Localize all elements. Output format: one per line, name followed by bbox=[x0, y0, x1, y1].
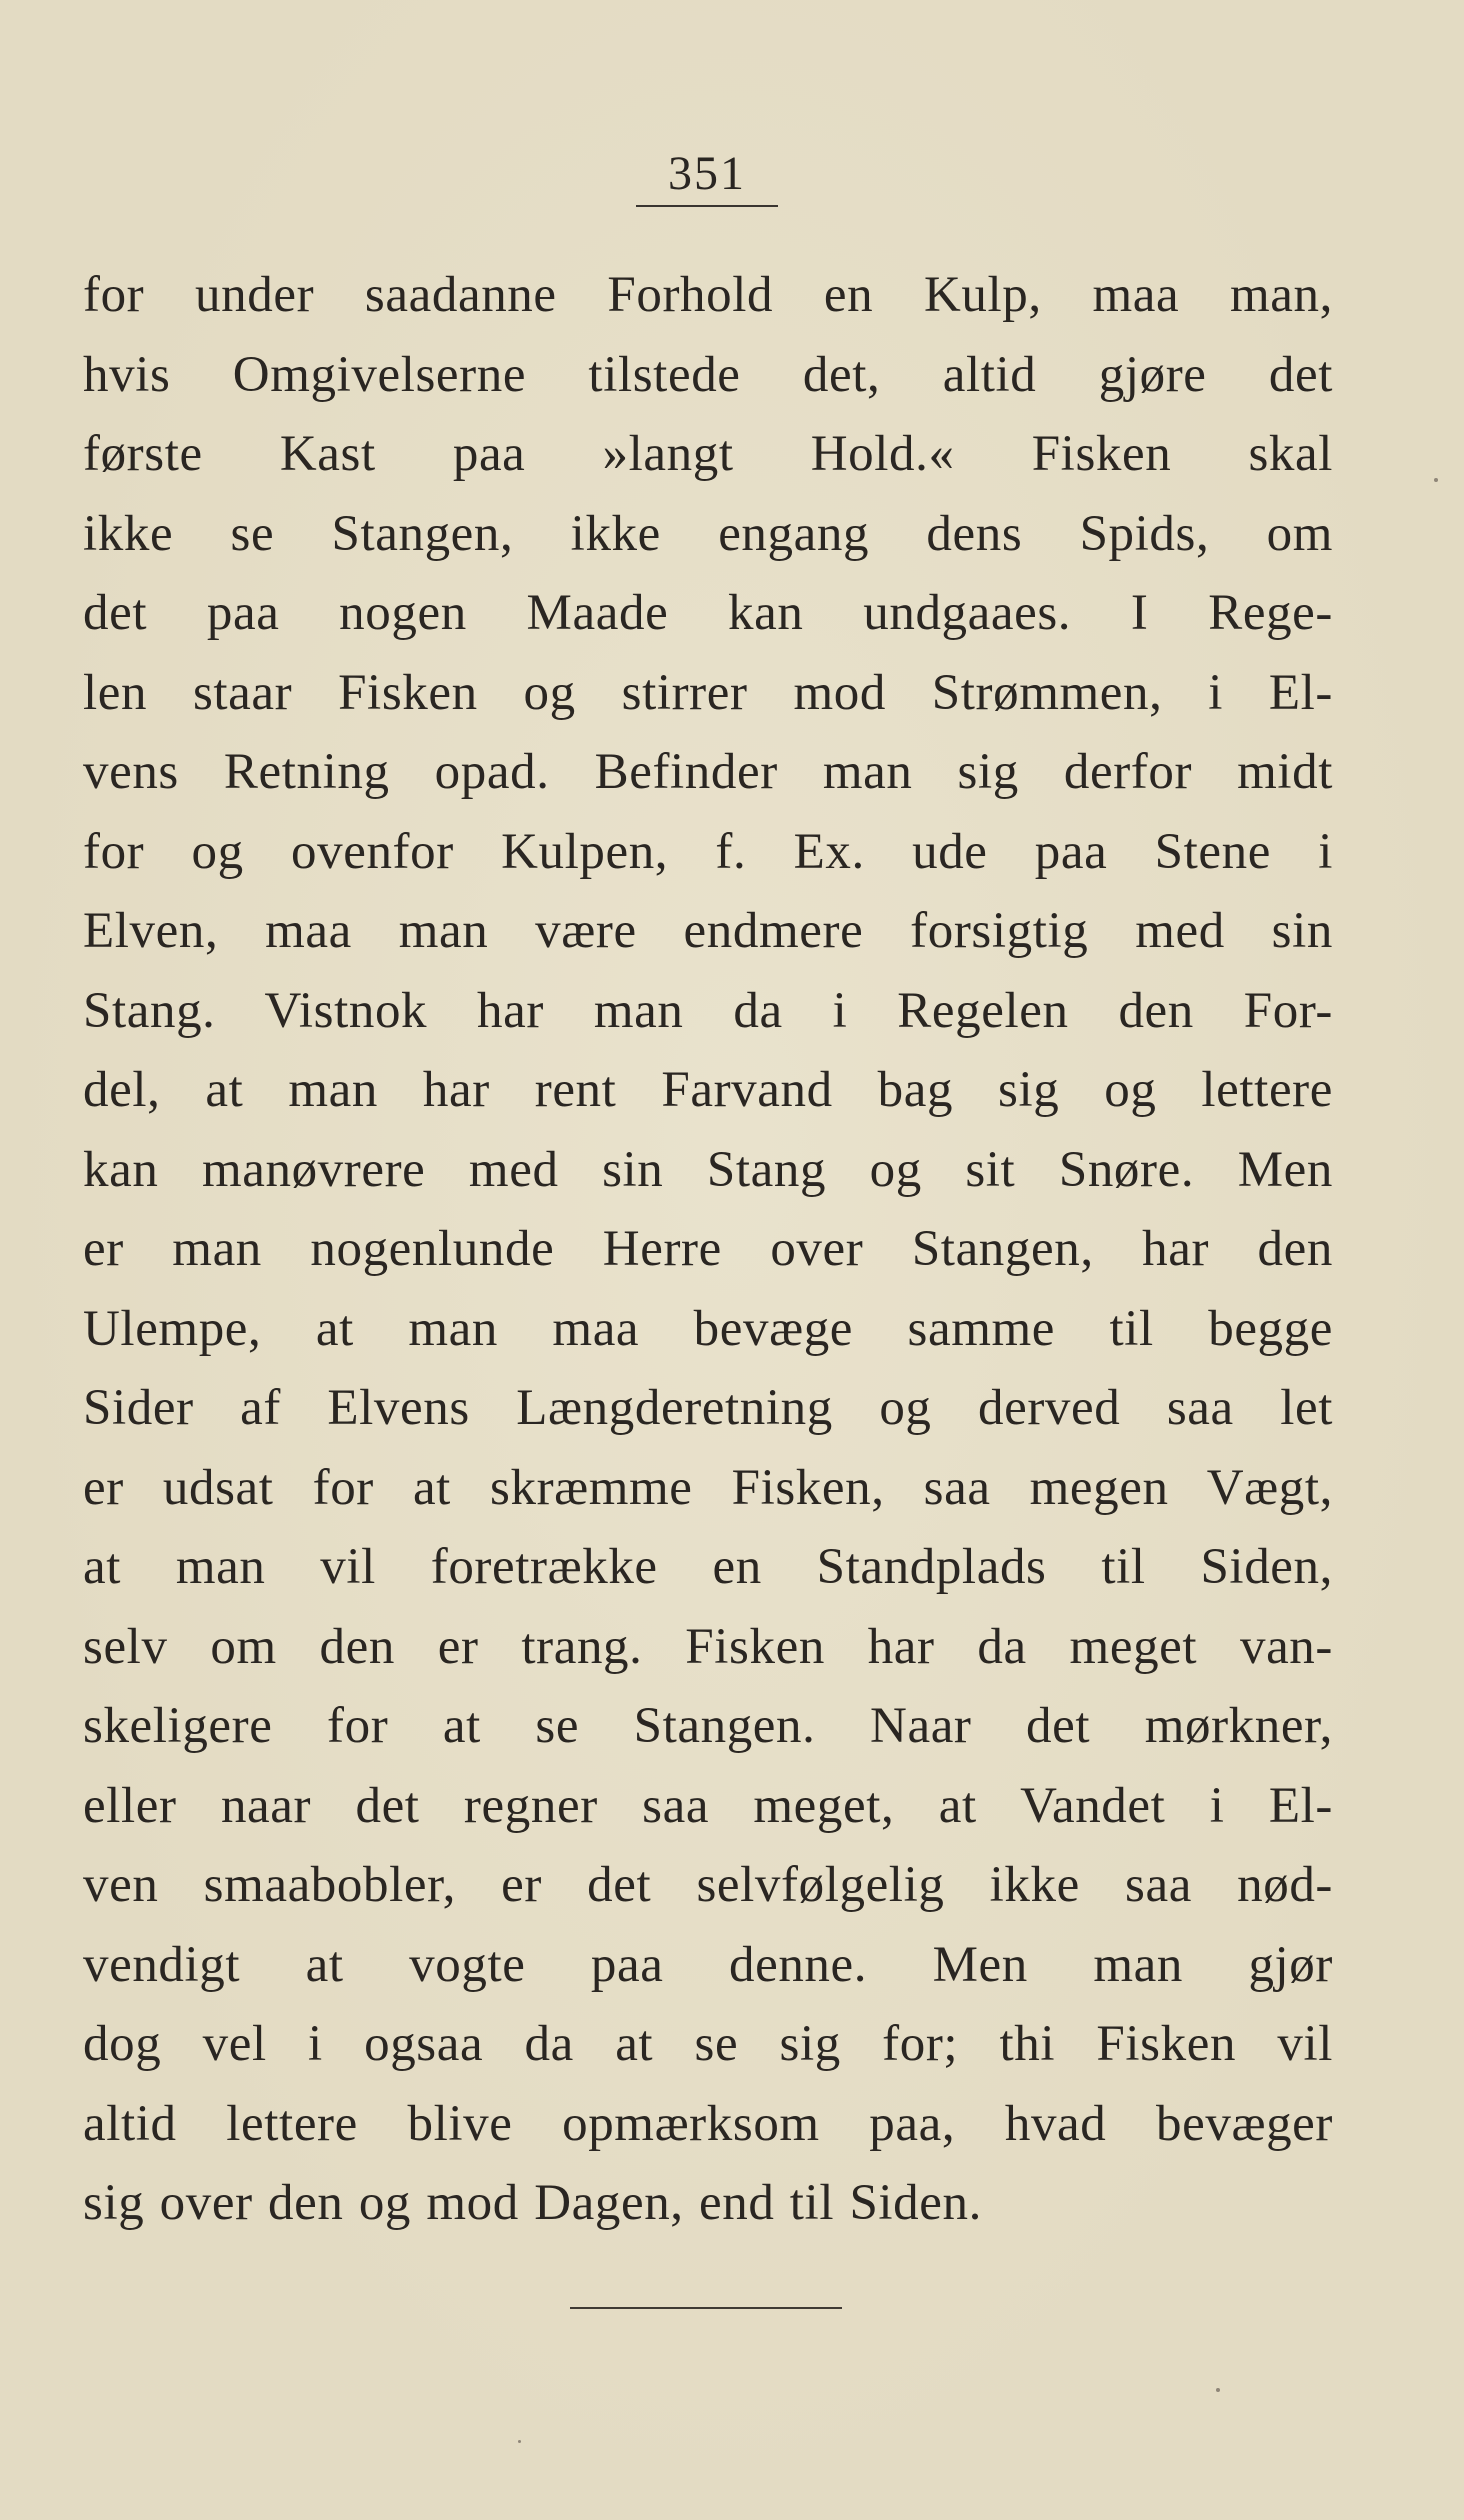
text-line: dog vel i ogsaa da at se sig for; thi Fisken vil bbox=[83, 2016, 1333, 2072]
text-line: Sider af Elvens Længderetning og derved saa let bbox=[83, 1380, 1333, 1436]
text-line: første Kast paa »langt Hold.« Fisken skal bbox=[83, 426, 1333, 482]
text-line: altid lettere blive opmærksom paa, hvad bevæger bbox=[83, 2095, 1333, 2152]
text-line-last: sig over den og mod Dagen, end til Siden. bbox=[83, 2175, 982, 2231]
text-line: vendigt at vogte paa denne. Men man gjør bbox=[83, 1936, 1333, 1993]
paper-speck bbox=[518, 2440, 521, 2443]
text-line: skeligere for at se Stangen. Naar det mørkner, bbox=[83, 1698, 1333, 1754]
text-line: at man vil foretrække en Standplads til Siden, bbox=[83, 1539, 1333, 1595]
text-line: ikke se Stangen, ikke engang dens Spids, om bbox=[83, 505, 1333, 562]
page-number: 351 bbox=[668, 147, 746, 200]
paper-speck bbox=[1434, 478, 1438, 482]
text-line: det paa nogen Maade kan undgaaes. I Rege- bbox=[83, 585, 1333, 641]
text-line: ven smaabobler, er det selvfølgelig ikke saa nød- bbox=[83, 1857, 1333, 1913]
text-line: for under saadanne Forhold en Kulp, maa man, bbox=[83, 267, 1333, 323]
text-line: eller naar det regner saa meget, at Vandet i El- bbox=[83, 1777, 1333, 1834]
text-line: for og ovenfor Kulpen, f. Ex. ude paa Stene i bbox=[83, 823, 1333, 880]
text-line: kan manøvrere med sin Stang og sit Snøre. Men bbox=[83, 1141, 1333, 1198]
text-line: vens Retning opad. Befinder man sig derfor midt bbox=[83, 744, 1333, 800]
text-line: er udsat for at skræmme Fisken, saa megen Vægt, bbox=[83, 1459, 1333, 1516]
text-line: hvis Omgivelserne tilstede det, altid gjøre det bbox=[83, 346, 1333, 403]
section-end-rule bbox=[570, 2307, 842, 2309]
text-line: Ulempe, at man maa bevæge samme til begge bbox=[83, 1300, 1333, 1357]
text-line: del, at man har rent Farvand bag sig og lettere bbox=[83, 1062, 1333, 1118]
text-line: len staar Fisken og stirrer mod Strømmen, i El- bbox=[83, 664, 1333, 721]
text-line: er man nogenlunde Herre over Stangen, har den bbox=[83, 1221, 1333, 1277]
text-line: selv om den er trang. Fisken har da meget van- bbox=[83, 1618, 1333, 1675]
body-text bbox=[83, 256, 1333, 2244]
page-number-underline bbox=[636, 205, 778, 207]
text-line: Stang. Vistnok har man da i Regelen den For- bbox=[83, 982, 1333, 1039]
paper-speck bbox=[1216, 2388, 1220, 2392]
page-number-container bbox=[636, 146, 778, 202]
text-line: Elven, maa man være endmere forsigtig med sin bbox=[83, 903, 1333, 959]
